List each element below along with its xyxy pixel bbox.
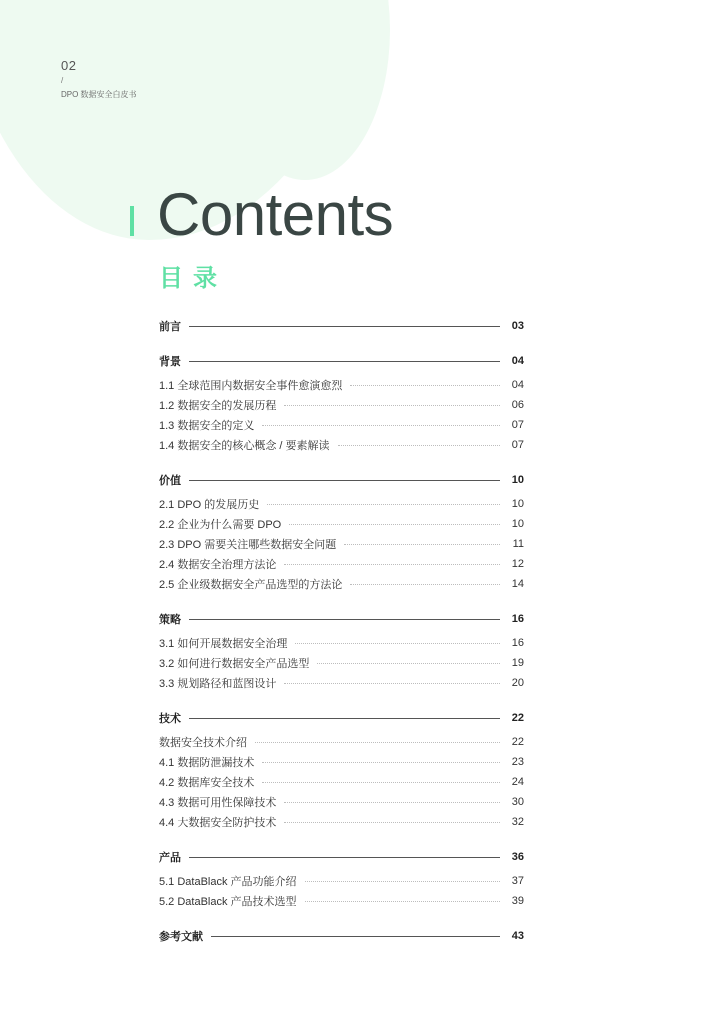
accent-bar: [130, 206, 134, 236]
toc-entry[interactable]: [159, 554, 524, 574]
toc-entry[interactable]: [159, 891, 524, 911]
toc-section-rule: [189, 718, 500, 719]
toc-entry-page: 07: [511, 439, 524, 451]
toc-entry-page: 30: [511, 796, 524, 808]
toc-entry[interactable]: [159, 395, 524, 415]
toc-entry-leader: [344, 544, 500, 545]
toc-entry-leader: [284, 802, 500, 803]
toc-entry[interactable]: [159, 812, 524, 832]
toc-section-title: 前言: [159, 321, 181, 333]
toc-entry-page: 19: [511, 657, 524, 669]
toc-entry-page: 39: [511, 895, 524, 907]
toc-entry-page: 10: [511, 498, 524, 510]
toc-section-page: 43: [511, 930, 524, 942]
toc-entry-leader: [295, 643, 500, 644]
toc-entry-leader: [317, 663, 500, 664]
toc-section-page: 03: [511, 320, 524, 332]
toc-entry[interactable]: [159, 574, 524, 594]
toc-entry-label: 2.2 企业为什么需要 DPO: [159, 519, 282, 531]
toc-section-heading[interactable]: [159, 926, 524, 946]
toc-entry[interactable]: [159, 653, 524, 673]
toc-entry-page: 12: [511, 558, 524, 570]
toc-entry-page: 04: [511, 379, 524, 391]
toc-entry-leader: [284, 683, 500, 684]
toc-section-title: 价值: [159, 475, 181, 487]
toc-entry-leader: [289, 524, 500, 525]
toc-entry[interactable]: [159, 752, 524, 772]
toc-entry-page: 22: [511, 736, 524, 748]
toc-entry-leader: [284, 564, 500, 565]
toc-entry-label: 3.2 如何进行数据安全产品选型: [159, 658, 310, 670]
toc-entry-page: 11: [512, 538, 524, 550]
toc-entry-label: 2.4 数据安全治理方法论: [159, 559, 277, 571]
toc-entry-leader: [262, 762, 500, 763]
toc-entry-page: 06: [511, 399, 524, 411]
toc-entry-page: 37: [511, 875, 524, 887]
page-title: Contents: [157, 181, 394, 248]
toc-entry-label: 2.1 DPO 的发展历史: [159, 499, 260, 511]
toc-entry-label: 2.3 DPO 需要关注哪些数据安全问题: [159, 539, 337, 551]
toc-entry[interactable]: [159, 792, 524, 812]
toc-entry-page: 24: [511, 776, 524, 788]
toc-entry-page: 20: [511, 677, 524, 689]
toc-entry-label: 3.1 如何开展数据安全治理: [159, 638, 288, 650]
toc-section-rule: [189, 857, 500, 858]
toc-entry-label: 1.3 数据安全的定义: [159, 420, 255, 432]
toc-entry-page: 07: [511, 419, 524, 431]
toc-entry-leader: [284, 405, 500, 406]
toc-section-page: 04: [511, 355, 524, 367]
toc-entry-label: 4.4 大数据安全防护技术: [159, 817, 277, 829]
toc-section-page: 16: [511, 613, 524, 625]
toc-section-heading[interactable]: [159, 609, 524, 629]
toc-entry[interactable]: [159, 375, 524, 395]
toc-section-page: 22: [511, 712, 524, 724]
toc-entry-label: 3.3 规划路径和蓝图设计: [159, 678, 277, 690]
document-title: DPO 数据安全白皮书: [61, 90, 137, 99]
toc-entry-leader: [255, 742, 500, 743]
toc-section-rule: [189, 361, 500, 362]
toc-entry-leader: [262, 425, 500, 426]
toc-section-title: 背景: [159, 356, 181, 368]
toc-section-page: 36: [511, 851, 524, 863]
toc-entry[interactable]: [159, 673, 524, 693]
page-slash: /: [61, 76, 64, 85]
toc-entry[interactable]: [159, 633, 524, 653]
toc-entry-label: 数据安全技术介绍: [159, 737, 247, 749]
toc-section-heading[interactable]: [159, 351, 524, 371]
toc-entry[interactable]: [159, 534, 524, 554]
toc-section-heading[interactable]: [159, 847, 524, 867]
toc-entry[interactable]: [159, 415, 524, 435]
toc-section-rule: [211, 936, 500, 937]
toc-section-title: 参考文献: [159, 931, 203, 943]
toc-entry[interactable]: [159, 494, 524, 514]
page-subtitle: 目录: [159, 265, 227, 292]
toc-entry-label: 1.1 全球范围内数据安全事件愈演愈烈: [159, 380, 343, 392]
toc-section-rule: [189, 326, 500, 327]
toc-entry-label: 4.1 数据防泄漏技术: [159, 757, 255, 769]
toc-entry-page: 32: [511, 816, 524, 828]
toc-section-title: 技术: [159, 713, 181, 725]
toc-entry-label: 2.5 企业级数据安全产品选型的方法论: [159, 579, 343, 591]
toc-entry[interactable]: [159, 772, 524, 792]
toc-entry-page: 16: [511, 637, 524, 649]
toc-entry[interactable]: [159, 514, 524, 534]
toc-entry-leader: [350, 584, 500, 585]
toc-section-page: 10: [511, 474, 524, 486]
toc-entry-page: 14: [511, 578, 524, 590]
toc-section-heading[interactable]: [159, 708, 524, 728]
toc-entry-label: 4.3 数据可用性保障技术: [159, 797, 277, 809]
toc-entry-leader: [284, 822, 500, 823]
toc-section-heading[interactable]: [159, 470, 524, 490]
toc-entry-leader: [350, 385, 500, 386]
toc-entry-label: 4.2 数据库安全技术: [159, 777, 255, 789]
toc-section-rule: [189, 480, 500, 481]
toc-entry[interactable]: [159, 732, 524, 752]
toc-entry-label: 5.1 DataBlack 产品功能介绍: [159, 876, 297, 888]
toc-entry-leader: [305, 901, 500, 902]
toc-section-title: 产品: [159, 852, 181, 864]
toc-entry[interactable]: [159, 871, 524, 891]
toc-entry-page: 10: [511, 518, 524, 530]
toc-entry-leader: [267, 504, 500, 505]
toc-entry-page: 23: [511, 756, 524, 768]
page-number: 02: [61, 58, 77, 73]
toc-entry[interactable]: [159, 435, 524, 455]
toc-section-title: 策略: [159, 614, 181, 626]
toc-entry-leader: [338, 445, 500, 446]
toc-section-heading[interactable]: [159, 316, 524, 336]
toc-entry-label: 1.2 数据安全的发展历程: [159, 400, 277, 412]
toc-entry-label: 1.4 数据安全的核心概念 / 要素解读: [159, 440, 330, 452]
toc-entry-label: 5.2 DataBlack 产品技术选型: [159, 896, 297, 908]
toc-section-rule: [189, 619, 500, 620]
table-of-contents: [159, 316, 524, 946]
toc-entry-leader: [262, 782, 500, 783]
toc-entry-leader: [305, 881, 500, 882]
